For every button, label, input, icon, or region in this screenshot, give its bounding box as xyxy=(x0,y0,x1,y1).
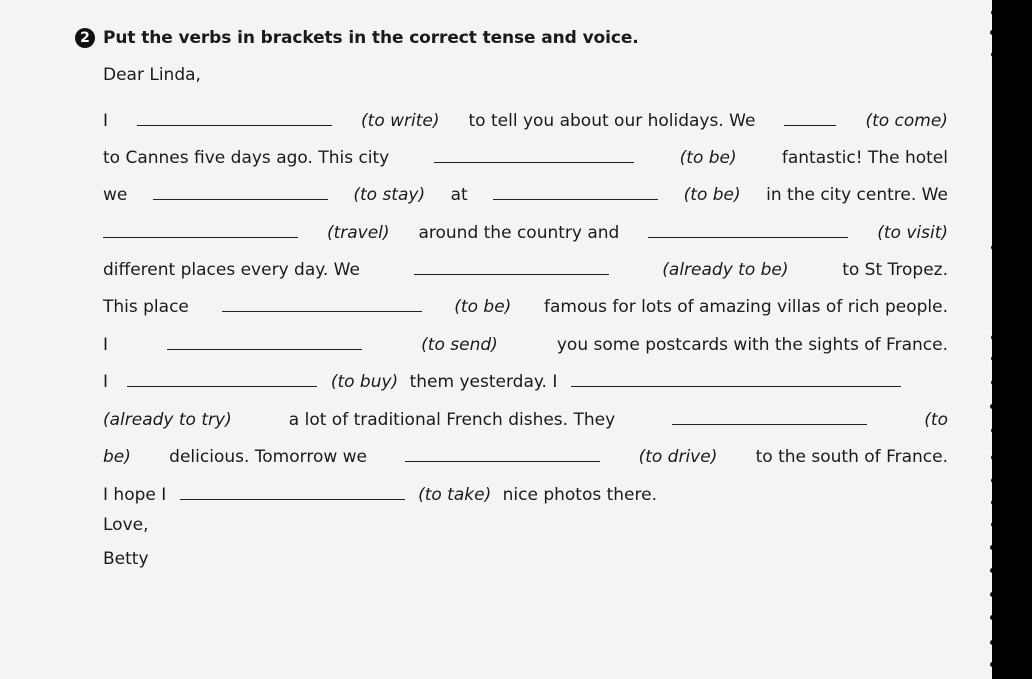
text: to the south of France. xyxy=(755,447,948,467)
scan-dark-edge xyxy=(992,0,1032,679)
verb-hint: (already to try) xyxy=(103,410,232,430)
letter-line-3 xyxy=(103,181,948,207)
text: I xyxy=(103,111,109,131)
text: at xyxy=(450,185,468,205)
letter-closing: Love, xyxy=(103,515,149,535)
answer-blank[interactable] xyxy=(672,406,867,425)
letter-line-2 xyxy=(103,144,948,170)
verb-hint: (to be) xyxy=(683,185,741,205)
answer-blank[interactable] xyxy=(222,293,422,312)
letter-greeting: Dear Linda, xyxy=(103,65,201,85)
answer-blank[interactable] xyxy=(784,107,836,126)
text: them yesterday. I xyxy=(409,372,558,392)
text: in the city centre. We xyxy=(766,185,948,205)
text: I hope I xyxy=(103,485,167,505)
verb-hint: (to send) xyxy=(421,335,498,355)
letter-line-7 xyxy=(103,331,948,357)
verb-hint: (to buy) xyxy=(330,372,399,392)
answer-blank[interactable] xyxy=(180,481,405,500)
answer-blank[interactable] xyxy=(137,107,332,126)
text: This place xyxy=(103,297,189,317)
letter-line-8 xyxy=(103,368,948,394)
letter-line-1 xyxy=(103,107,948,133)
verb-hint: (travel) xyxy=(326,223,390,243)
verb-hint: (to come) xyxy=(865,111,948,131)
answer-blank[interactable] xyxy=(405,443,600,462)
exercise-instruction: Put the verbs in brackets in the correct tense and voice. xyxy=(103,28,639,48)
letter-line-5 xyxy=(103,256,948,282)
text: to tell you about our holidays. We xyxy=(468,111,756,131)
letter-line-4 xyxy=(103,219,948,245)
verb-hint: (to drive) xyxy=(638,447,718,467)
letter-line-10 xyxy=(103,443,948,469)
exercise-header xyxy=(75,28,639,48)
verb-hint: (to visit) xyxy=(877,223,948,243)
verb-hint: (to stay) xyxy=(353,185,426,205)
text: nice photos there. xyxy=(502,485,657,505)
text: I xyxy=(103,335,109,355)
text: fantastic! The hotel xyxy=(781,148,948,168)
verb-hint: (to be) xyxy=(454,297,512,317)
answer-blank[interactable] xyxy=(127,368,317,387)
verb-hint: (to xyxy=(924,410,948,430)
answer-blank[interactable] xyxy=(414,256,609,275)
text: to St Tropez. xyxy=(842,260,948,280)
text: you some postcards with the sights of France. xyxy=(556,335,948,355)
verb-hint: (to write) xyxy=(361,111,440,131)
letter-signature: Betty xyxy=(103,549,149,569)
verb-hint: (to be) xyxy=(679,148,737,168)
verb-hint: be) xyxy=(103,447,131,467)
answer-blank[interactable] xyxy=(434,144,634,163)
exercise-number-badge: 2 xyxy=(75,28,95,48)
answer-blank[interactable] xyxy=(103,219,298,238)
text: famous for lots of amazing villas of rich people. xyxy=(544,297,948,317)
answer-blank[interactable] xyxy=(167,331,362,350)
text: a lot of traditional French dishes. They xyxy=(288,410,616,430)
text: different places every day. We xyxy=(103,260,360,280)
letter-line-11 xyxy=(103,481,948,507)
text: to Cannes five days ago. This city xyxy=(103,148,390,168)
answer-blank[interactable] xyxy=(648,219,848,238)
text: we xyxy=(103,185,128,205)
text: delicious. Tomorrow we xyxy=(169,447,368,467)
letter-line-6 xyxy=(103,293,948,319)
text: I xyxy=(103,372,109,392)
verb-hint: (to take) xyxy=(418,485,492,505)
text: around the country and xyxy=(418,223,620,243)
answer-blank[interactable] xyxy=(153,181,328,200)
answer-blank[interactable] xyxy=(571,368,901,387)
answer-blank[interactable] xyxy=(493,181,658,200)
letter-line-9 xyxy=(103,406,948,432)
verb-hint: (already to be) xyxy=(662,260,789,280)
